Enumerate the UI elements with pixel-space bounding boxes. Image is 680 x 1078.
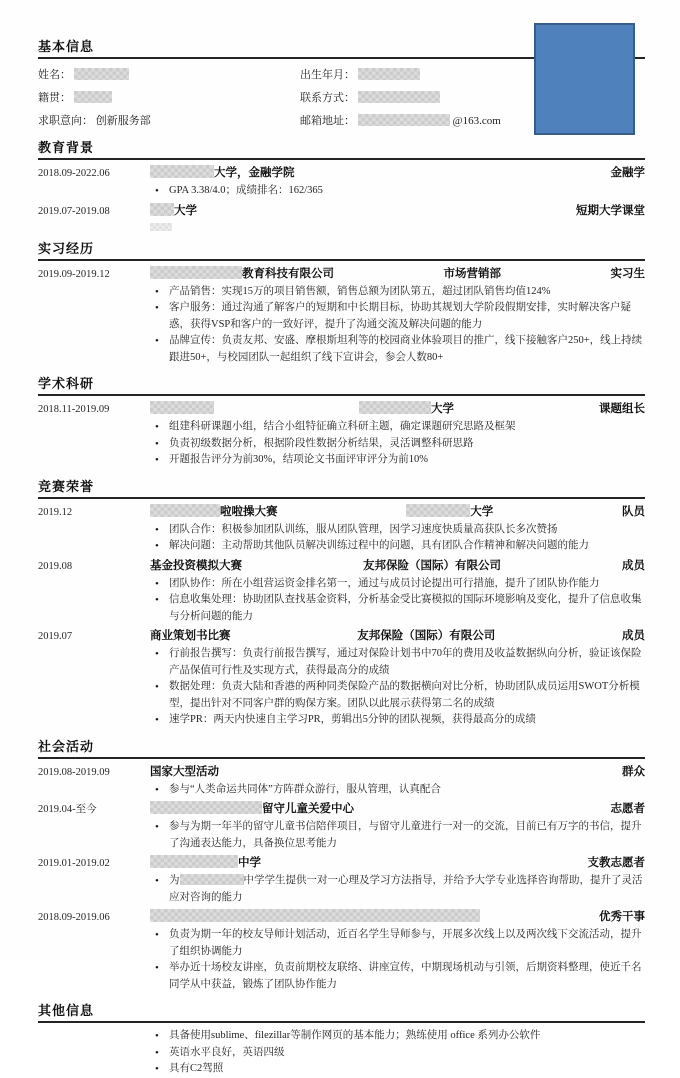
section-competition <box>38 476 645 729</box>
entry-date: 2019.08-2019.09 <box>38 766 110 778</box>
bullet-item: • 速学PR：两天内快速自主学习PR，剪辑出5分钟的团队视频，获得最高分的成绩 <box>150 712 645 729</box>
entry-org: 大学 <box>278 504 623 521</box>
competition-entry <box>38 628 645 729</box>
redacted-company-name <box>150 266 242 279</box>
other-info-header <box>38 1000 645 1023</box>
section-internship <box>38 238 645 367</box>
redacted-fragment <box>150 223 172 231</box>
social-entry <box>38 801 645 852</box>
internship-title: 实习经历 <box>38 238 98 261</box>
bullet-item: • 举办近十场校友讲座，负责前期校友联络、讲座宣传，中期现场机动与引领，后期资料整理，使近千名同学从中获益，锻炼了团队协作能力 <box>150 960 645 993</box>
entry-date: 2019.12 <box>38 506 73 518</box>
bullet-item: • 组建科研课题小组，结合小组特征确立科研主题，确定课题研究思路及框架 <box>150 419 645 436</box>
redacted-center-name <box>150 801 262 814</box>
research-entry <box>38 401 645 469</box>
redacted-organization-name <box>150 909 480 922</box>
bullet-suffix: 中学学生提供一对一心理及学习方法指导，并给予大学专业选择咨询帮助，提升了灵活应对咨询的能力 <box>169 875 643 903</box>
bullet-item: • 行前报告撰写：负责行前报告撰写，通过对保险计划书中70年的费用及收益数据纵向分析，验证该保险产品保值可行性及实现方式，获得最高分的成绩 <box>150 646 645 679</box>
email-label: 邮箱地址： <box>300 115 355 127</box>
bullet-item: • 信息收集处理：协助团队查找基金资料，分析基金受比赛模拟的国际环境影响及变化，提升了信息收集与分析问题的能力 <box>150 592 645 625</box>
entry-date: 2019.07-2019.08 <box>38 205 110 217</box>
bullet-list <box>150 419 645 469</box>
entry-date: 2018.09-2019.06 <box>38 912 110 923</box>
hometown-label: 籍贯： <box>38 92 71 104</box>
entry-org <box>150 909 480 926</box>
bullet-item: • 英语水平良好，英语四级 <box>150 1045 645 1062</box>
bullet-list <box>150 782 645 799</box>
entry-org: 友邦保险（国际）有限公司 <box>357 630 496 642</box>
entry-date: 2019.09-2019.12 <box>38 268 110 280</box>
research-title: 学术科研 <box>38 373 98 396</box>
entry-company: 教育科技有限公司 <box>150 266 334 283</box>
entry-role: 实习生 <box>610 267 645 280</box>
research-header <box>38 373 645 396</box>
entry-role: 金融学 <box>610 167 645 179</box>
competition-header <box>38 476 645 499</box>
competition-title: 竞赛荣誉 <box>38 476 98 499</box>
redacted-school-name-inline <box>180 874 244 885</box>
bullet-item <box>150 873 645 906</box>
entry-org: 大学，金融学院 <box>150 165 295 182</box>
redacted-contact-value <box>358 91 440 103</box>
bullet-item: • 品牌宣传：负责友邦、安盛、摩根斯坦利等的校园商业体验项目的推广，线下接触客户250+，线上持续跟进50+，与校园团队一起组织了线下宣讲会，参会人数80+ <box>150 333 645 366</box>
internship-header <box>38 238 645 261</box>
entry-org: 留守儿童关爱中心 <box>150 801 354 818</box>
bullet-item: • 具备使用sublime、filezillar等制作网页的基本能力；熟练使用 office 系列办公软件 <box>150 1028 645 1045</box>
redacted-email-value <box>358 114 450 126</box>
redacted-university-name <box>150 203 174 216</box>
basic-info-title: 基本信息 <box>38 36 98 59</box>
entry-org: 中学 <box>150 855 261 872</box>
bullet-item: • 负责为期一年的校友导师计划活动，近百名学生导师参与，开展多次线上以及两次线下交流活动，提升了组织协调能力 <box>150 927 645 960</box>
other-info-title: 其他信息 <box>38 1000 98 1023</box>
bullet-item: • 开题报告评分为前30%，结项论文书面评审评分为前10% <box>150 452 645 469</box>
entry-head <box>38 764 645 781</box>
job-intention-value: 创新服务部 <box>95 115 151 127</box>
entry-date: 2018.09-2022.06 <box>38 168 110 179</box>
entry-date: 2019.04-至今 <box>38 804 97 815</box>
field-name <box>38 66 300 84</box>
entry-head <box>38 401 645 418</box>
bullet-list <box>150 284 645 367</box>
bullet-list <box>150 873 645 906</box>
education-header <box>38 137 645 160</box>
bullet-item: • 客户服务：通过沟通了解客户的短期和中长期目标，协助其规划大学阶段假期安排，实时解决客户疑惑，获得VSP和客户的一致好评，提升了沟通交流及解决问题的能力 <box>150 300 645 333</box>
entry-role: 队员 <box>622 505 645 518</box>
education-entry <box>38 203 645 231</box>
bullet-item: • 具有C2驾照 <box>150 1061 645 1078</box>
bullet-prefix: 为 <box>169 875 180 886</box>
bullet-list <box>150 646 645 729</box>
redacted-event-name <box>150 504 220 517</box>
entry-role: 课题组长 <box>599 403 645 415</box>
section-education <box>38 137 645 231</box>
entry-role: 成员 <box>622 559 645 572</box>
entry-role: 支教志愿者 <box>587 857 645 869</box>
social-title: 社会活动 <box>38 736 98 759</box>
section-research <box>38 373 645 469</box>
social-entry <box>38 855 645 906</box>
redacted-university-name <box>150 165 214 178</box>
entry-role: 群众 <box>622 765 645 778</box>
education-title: 教育背景 <box>38 137 98 160</box>
bullet-item: • 解决问题：主动帮助其他队员解决训练过程中的问题，具有团队合作精神和解决问题的能力 <box>150 538 645 555</box>
name-label: 姓名： <box>38 69 71 81</box>
entry-head <box>38 909 645 926</box>
bullet-list <box>150 1028 645 1078</box>
redacted-subline <box>150 220 645 231</box>
bullet-list <box>150 183 645 200</box>
entry-org: 友邦保险（国际）有限公司 <box>363 559 501 572</box>
birth-date-label: 出生年月： <box>300 69 355 81</box>
field-job-intention <box>38 112 300 130</box>
education-entry <box>38 165 645 200</box>
entry-event: 基金投资模拟大赛 <box>150 559 242 572</box>
entry-event: 国家大型活动 <box>150 765 219 778</box>
bullet-item: • GPA 3.38/4.0；成绩排名：162/365 <box>150 183 645 200</box>
entry-head <box>38 855 645 872</box>
entry-event: 商业策划书比赛 <box>150 630 231 642</box>
entry-head <box>38 266 645 283</box>
entry-date: 2019.01-2019.02 <box>38 858 110 869</box>
entry-head <box>38 165 645 182</box>
entry-head <box>38 558 645 575</box>
bullet-list <box>150 522 645 555</box>
redacted-name-value <box>74 68 129 80</box>
field-hometown <box>38 89 300 107</box>
entry-date: 2019.07 <box>38 631 73 642</box>
entry-head <box>38 203 645 220</box>
bullet-item: • 参与为期一年半的留守儿童书信陪伴项目，与留守儿童进行一对一的交流，目前已有万字的书信，提升了沟通表达能力，具备换位思考能力 <box>150 819 645 852</box>
internship-entry <box>38 266 645 367</box>
bullet-list <box>150 819 645 852</box>
social-entry <box>38 909 645 993</box>
bullet-item: • 数据处理：负责大陆和香港的两种同类保险产品的数据横向对比分析，协助团队成员运用SWOT分析模型，提出针对不同客户群的购保方案。团队以此展示获得第二名的成绩 <box>150 679 645 712</box>
entry-role: 优秀干事 <box>599 911 645 923</box>
social-entry <box>38 764 645 799</box>
contact-label: 联系方式： <box>300 92 355 104</box>
bullet-item: • 负责初级数据分析，根据阶段性数据分析结果，灵活调整科研思路 <box>150 436 645 453</box>
entry-role: 成员 <box>622 630 645 642</box>
entry-head <box>38 504 645 521</box>
redacted-university-name <box>406 504 470 517</box>
photo-placeholder <box>534 23 635 135</box>
redacted-project-name <box>150 401 214 414</box>
competition-entry <box>38 558 645 626</box>
redacted-birth-value <box>358 68 420 80</box>
redacted-hometown-value <box>74 91 112 103</box>
entry-role: 志愿者 <box>610 803 645 815</box>
bullet-item: • 参与“人类命运共同体”方阵群众游行，服从管理，认真配合 <box>150 782 645 799</box>
competition-entry <box>38 504 645 555</box>
email-domain-suffix: @163.com <box>452 115 501 127</box>
redacted-school-name <box>150 855 238 868</box>
entry-org: 大学 <box>214 401 599 418</box>
entry-role: 短期大学课堂 <box>576 204 645 217</box>
social-header <box>38 736 645 759</box>
entry-event: 啦啦操大赛 <box>150 504 278 521</box>
entry-department: 市场营销部 <box>443 267 501 280</box>
entry-project <box>150 401 214 418</box>
redacted-university-name <box>359 401 431 414</box>
section-social <box>38 736 645 994</box>
entry-head <box>38 628 645 645</box>
entry-date: 2018.11-2019.09 <box>38 404 110 415</box>
bullet-item: • 团队合作：积极参加团队训练，服从团队管理，因学习速度快质量高获队长多次赞扬 <box>150 522 645 539</box>
entry-org: 大学 <box>150 203 197 220</box>
entry-date: 2019.08 <box>38 560 73 572</box>
bullet-item: • 产品销售：实现15万的项目销售额，销售总额为团队第五，超过团队销售均值124% <box>150 284 645 301</box>
entry-head <box>38 801 645 818</box>
bullet-list <box>150 927 645 993</box>
job-intention-label: 求职意向： <box>38 115 93 127</box>
bullet-list <box>150 576 645 626</box>
bullet-item: • 团队协作：所在小组营运资金排名第一，通过与成员讨论提出可行措施，提升了团队协作能力 <box>150 576 645 593</box>
section-other-info <box>38 1000 645 1078</box>
